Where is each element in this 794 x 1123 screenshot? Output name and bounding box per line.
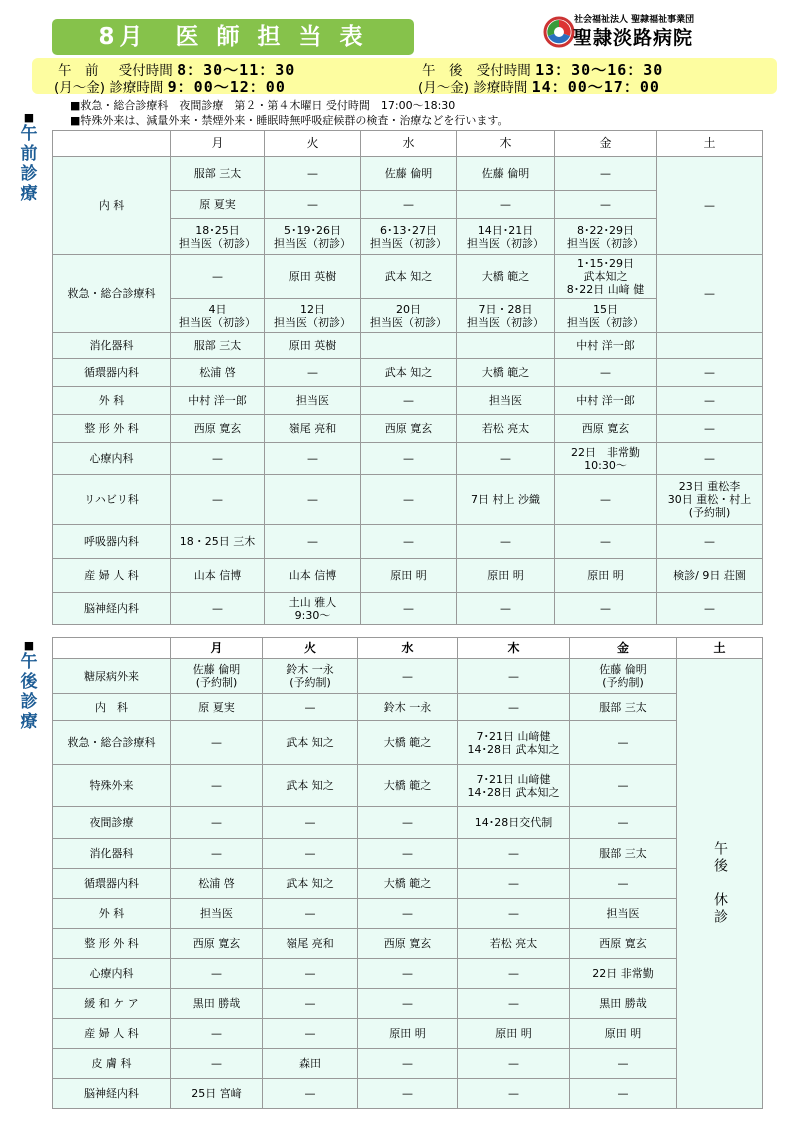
- am-section-label-text: 午 前 診 療: [20, 124, 38, 204]
- schedule-cell: 大橋 範之: [358, 869, 458, 899]
- pm-reception-label: 受付時間: [476, 63, 531, 79]
- schedule-cell: 松浦 啓: [171, 359, 265, 387]
- schedule-cell: —: [265, 191, 361, 219]
- schedule-cell: —: [361, 593, 457, 625]
- schedule-cell: —: [657, 415, 763, 443]
- square-bullet-icon: ■: [23, 111, 35, 124]
- schedule-cell: —: [263, 959, 358, 989]
- page-title: 8月 医 師 担 当 表: [98, 24, 368, 50]
- schedule-cell: —: [171, 765, 263, 807]
- am-days: (月〜金): [54, 80, 106, 96]
- table-row: [53, 694, 763, 721]
- department-cell: 整 形 外 科: [53, 415, 171, 443]
- schedule-cell: 黒田 勝哉: [171, 989, 263, 1019]
- pm-hours-line2: [418, 76, 660, 97]
- schedule-cell: 原田 英樹: [265, 255, 361, 299]
- schedule-cell: 7･21日 山﨑健 14･28日 武本知之: [458, 765, 570, 807]
- schedule-cell: 大橋 範之: [358, 721, 458, 765]
- schedule-cell: 佐藤 倫明: [361, 157, 457, 191]
- department-cell: 循環器内科: [53, 359, 171, 387]
- table-row: [53, 1019, 763, 1049]
- schedule-cell: 松浦 啓: [171, 869, 263, 899]
- department-cell: 心療内科: [53, 443, 171, 475]
- header-row: [53, 131, 763, 157]
- pm-schedule-table: [52, 637, 763, 1109]
- table-row: [53, 157, 763, 191]
- schedule-cell: [457, 333, 555, 359]
- schedule-cell: 土山 雅人 9:30〜: [265, 593, 361, 625]
- schedule-cell: 服部 三太: [171, 333, 265, 359]
- schedule-cell: [657, 333, 763, 359]
- schedule-cell: —: [361, 387, 457, 415]
- table-row: [53, 333, 763, 359]
- schedule-cell: 担当医: [171, 899, 263, 929]
- saturday-closed-cell: [677, 659, 763, 1109]
- organization-name: 社会福祉法人 聖隷福祉事業団: [574, 15, 695, 25]
- schedule-cell: 23日 重松李 30日 重松・村上 (予約制): [657, 475, 763, 525]
- note-special-clinic: ■特殊外来は、減量外来・禁煙外来・睡眠時無呼吸症候群の検査・治療などを行います。: [70, 114, 509, 127]
- schedule-cell: —: [265, 475, 361, 525]
- department-cell: 産 婦 人 科: [53, 559, 171, 593]
- schedule-cell: 原田 明: [457, 559, 555, 593]
- pm-section-label-text: 午 後 診 療: [20, 652, 38, 732]
- department-cell: 整 形 外 科: [53, 929, 171, 959]
- schedule-cell: —: [265, 157, 361, 191]
- schedule-cell: —: [263, 989, 358, 1019]
- schedule-cell: —: [570, 721, 677, 765]
- schedule-cell: —: [263, 899, 358, 929]
- table-row: [53, 387, 763, 415]
- schedule-cell: 西原 寛玄: [361, 415, 457, 443]
- department-cell: 緩 和 ケ ア: [53, 989, 171, 1019]
- am-clinic-label: 診療時間: [109, 80, 164, 96]
- schedule-cell: 7･21日 山﨑健 14･28日 武本知之: [458, 721, 570, 765]
- schedule-cell: 若松 亮太: [458, 929, 570, 959]
- schedule-cell: —: [458, 959, 570, 989]
- schedule-cell: —: [263, 694, 358, 721]
- hours-box: [32, 58, 777, 94]
- department-cell: 脳神経内科: [53, 593, 171, 625]
- schedule-cell: —: [171, 593, 265, 625]
- notes: [70, 98, 509, 128]
- schedule-cell: 8･22･29日 担当医（初診）: [555, 219, 657, 255]
- schedule-cell: —: [555, 593, 657, 625]
- department-cell: 脳神経内科: [53, 1079, 171, 1109]
- schedule-cell: —: [265, 525, 361, 559]
- day-header: 水: [361, 131, 457, 157]
- department-cell: 糖尿病外来: [53, 659, 171, 694]
- hospital-name: 聖隷淡路病院: [573, 27, 694, 49]
- header-row: [53, 638, 763, 659]
- schedule-cell: 原田 明: [570, 1019, 677, 1049]
- day-header: 木: [458, 638, 570, 659]
- schedule-cell: —: [361, 475, 457, 525]
- schedule-cell: 山本 信博: [265, 559, 361, 593]
- schedule-cell: 7日 村上 沙織: [457, 475, 555, 525]
- department-cell: 内 科: [53, 157, 171, 255]
- schedule-cell: 7日・28日 担当医（初診）: [457, 299, 555, 333]
- schedule-cell: —: [458, 899, 570, 929]
- schedule-cell: 服部 三太: [171, 157, 265, 191]
- schedule-cell: 大橋 範之: [457, 359, 555, 387]
- corner-cell: [53, 131, 171, 157]
- department-cell: 特殊外来: [53, 765, 171, 807]
- schedule-cell: 原田 明: [358, 1019, 458, 1049]
- schedule-cell: 服部 三太: [570, 839, 677, 869]
- schedule-cell: —: [555, 525, 657, 559]
- pm-label: 午 後: [422, 63, 463, 79]
- pm-clinic-time: 14：00〜17：00: [531, 78, 660, 96]
- department-cell: 外 科: [53, 899, 171, 929]
- schedule-cell: —: [263, 1019, 358, 1049]
- day-header: 土: [677, 638, 763, 659]
- schedule-cell: —: [570, 807, 677, 839]
- pm-section-label: [17, 640, 41, 732]
- table-row: [53, 721, 763, 765]
- schedule-cell: —: [457, 525, 555, 559]
- schedule-cell: —: [361, 525, 457, 559]
- schedule-cell: —: [263, 839, 358, 869]
- department-cell: 救急・総合診療科: [53, 721, 171, 765]
- schedule-cell: 5･19･26日 担当医（初診）: [265, 219, 361, 255]
- schedule-cell: 15日 担当医（初診）: [555, 299, 657, 333]
- schedule-cell: 武本 知之: [361, 359, 457, 387]
- schedule-cell: 原田 明: [458, 1019, 570, 1049]
- schedule-cell: —: [458, 1079, 570, 1109]
- table-row: [53, 807, 763, 839]
- schedule-cell: 武本 知之: [263, 869, 358, 899]
- square-bullet-icon: ■: [23, 639, 35, 652]
- schedule-cell: 20日 担当医（初診）: [361, 299, 457, 333]
- schedule-cell: 中村 洋一郎: [171, 387, 265, 415]
- day-header: 金: [570, 638, 677, 659]
- schedule-cell: —: [171, 1049, 263, 1079]
- table-row: [53, 839, 763, 869]
- afternoon-closed-label: 午後 休診: [712, 841, 728, 926]
- schedule-cell: —: [358, 659, 458, 694]
- schedule-cell: 中村 洋一郎: [555, 333, 657, 359]
- schedule-cell: —: [458, 989, 570, 1019]
- schedule-cell: —: [657, 525, 763, 559]
- schedule-cell: —: [171, 807, 263, 839]
- schedule-cell: —: [358, 899, 458, 929]
- am-reception-label: 受付時間: [118, 63, 173, 79]
- schedule-cell: 検診/ 9日 荘園: [657, 559, 763, 593]
- schedule-cell: 25日 宮﨑: [171, 1079, 263, 1109]
- table-row: [53, 1079, 763, 1109]
- am-section-label: [17, 112, 41, 204]
- table-row: [53, 659, 763, 694]
- schedule-cell: 鈴木 一永 (予約制): [263, 659, 358, 694]
- schedule-cell: —: [457, 593, 555, 625]
- schedule-cell: —: [458, 839, 570, 869]
- schedule-cell: 担当医: [265, 387, 361, 415]
- schedule-cell: 西原 寛玄: [171, 415, 265, 443]
- day-header: 月: [171, 131, 265, 157]
- day-header: 火: [265, 131, 361, 157]
- day-header: 火: [263, 638, 358, 659]
- schedule-cell: —: [265, 443, 361, 475]
- schedule-cell: 4日 担当医（初診）: [171, 299, 265, 333]
- table-row: [53, 359, 763, 387]
- schedule-cell: —: [457, 191, 555, 219]
- day-header: 水: [358, 638, 458, 659]
- schedule-cell: 原田 英樹: [265, 333, 361, 359]
- schedule-cell: 22日 非常勤: [570, 959, 677, 989]
- schedule-cell: 原 夏実: [171, 191, 265, 219]
- department-cell: 消化器科: [53, 333, 171, 359]
- department-cell: 夜間診療: [53, 807, 171, 839]
- schedule-cell: —: [263, 1079, 358, 1109]
- am-reception-time: 8：30〜11：30: [177, 61, 296, 79]
- table-row: [53, 765, 763, 807]
- department-cell: 循環器内科: [53, 869, 171, 899]
- schedule-cell: 西原 寛玄: [570, 929, 677, 959]
- schedule-cell: 12日 担当医（初診）: [265, 299, 361, 333]
- schedule-cell: —: [657, 387, 763, 415]
- schedule-cell: 1･15･29日 武本知之 8･22日 山﨑 健: [555, 255, 657, 299]
- day-header: 金: [555, 131, 657, 157]
- am-hours-line2: [54, 76, 286, 97]
- schedule-cell: —: [171, 1019, 263, 1049]
- schedule-cell: —: [171, 475, 265, 525]
- schedule-cell: 服部 三太: [570, 694, 677, 721]
- schedule-cell: [361, 333, 457, 359]
- title-banner: [52, 19, 414, 55]
- pm-days: (月〜金): [418, 80, 470, 96]
- schedule-cell: —: [570, 765, 677, 807]
- schedule-cell: 若松 亮太: [457, 415, 555, 443]
- schedule-cell: 黒田 勝哉: [570, 989, 677, 1019]
- schedule-cell: 14･28日交代制: [458, 807, 570, 839]
- schedule-cell: 6･13･27日 担当医（初診）: [361, 219, 457, 255]
- schedule-cell: 嶺尾 亮和: [265, 415, 361, 443]
- schedule-cell: —: [458, 659, 570, 694]
- schedule-cell: —: [458, 869, 570, 899]
- schedule-cell: —: [171, 443, 265, 475]
- table-row: [53, 415, 763, 443]
- schedule-cell: —: [555, 157, 657, 191]
- schedule-cell: —: [171, 959, 263, 989]
- corner-cell: [53, 638, 171, 659]
- table-row: [53, 593, 763, 625]
- note-night-clinic: ■救急・総合診療科 夜間診療 第２・第４木曜日 受付時間 17:00〜18:30: [70, 99, 456, 112]
- am-clinic-time: 9：00〜12：00: [167, 78, 286, 96]
- schedule-cell: 22日 非常勤 10:30〜: [555, 443, 657, 475]
- schedule-cell: 武本 知之: [361, 255, 457, 299]
- schedule-cell: —: [358, 839, 458, 869]
- am-schedule-table: [52, 130, 763, 625]
- day-header: 土: [657, 131, 763, 157]
- table-row: [53, 1049, 763, 1079]
- schedule-cell: 西原 寛玄: [555, 415, 657, 443]
- schedule-cell: —: [171, 721, 263, 765]
- schedule-cell: —: [263, 807, 358, 839]
- schedule-cell: —: [457, 443, 555, 475]
- schedule-cell: 18･25日 担当医（初診）: [171, 219, 265, 255]
- schedule-cell: —: [657, 593, 763, 625]
- department-cell: 呼吸器内科: [53, 525, 171, 559]
- schedule-cell: —: [657, 443, 763, 475]
- schedule-cell: 武本 知之: [263, 765, 358, 807]
- schedule-cell: —: [171, 839, 263, 869]
- department-cell: リハビリ科: [53, 475, 171, 525]
- schedule-cell: —: [358, 959, 458, 989]
- department-cell: 消化器科: [53, 839, 171, 869]
- schedule-cell: 14日･21日 担当医（初診）: [457, 219, 555, 255]
- schedule-cell: —: [555, 191, 657, 219]
- schedule-cell: 佐藤 倫明 (予約制): [570, 659, 677, 694]
- schedule-cell: 18・25日 三木: [171, 525, 265, 559]
- schedule-cell: 大橋 範之: [358, 765, 458, 807]
- table-row: [53, 989, 763, 1019]
- table-row: [53, 255, 763, 299]
- schedule-cell: —: [570, 1079, 677, 1109]
- table-row: [53, 443, 763, 475]
- department-cell: 内 科: [53, 694, 171, 721]
- schedule-cell: 担当医: [570, 899, 677, 929]
- schedule-cell: —: [358, 989, 458, 1019]
- schedule-cell: —: [657, 255, 763, 333]
- table-row: [53, 525, 763, 559]
- schedule-cell: —: [570, 869, 677, 899]
- table-row: [53, 929, 763, 959]
- table-row: [53, 899, 763, 929]
- schedule-cell: —: [555, 475, 657, 525]
- schedule-cell: —: [265, 359, 361, 387]
- schedule-cell: —: [361, 443, 457, 475]
- table-row: [53, 869, 763, 899]
- schedule-cell: 山本 信博: [171, 559, 265, 593]
- department-cell: 外 科: [53, 387, 171, 415]
- schedule-cell: 鈴木 一永: [358, 694, 458, 721]
- schedule-cell: —: [458, 694, 570, 721]
- pm-reception-time: 13：30〜16：30: [535, 61, 664, 79]
- department-cell: 心療内科: [53, 959, 171, 989]
- hospital-logo-icon: [543, 16, 575, 48]
- schedule-cell: 佐藤 倫明: [457, 157, 555, 191]
- table-row: [53, 475, 763, 525]
- department-cell: 皮 膚 科: [53, 1049, 171, 1079]
- table-row: [53, 559, 763, 593]
- schedule-cell: —: [555, 359, 657, 387]
- schedule-cell: —: [358, 1079, 458, 1109]
- schedule-cell: —: [358, 807, 458, 839]
- schedule-cell: 武本 知之: [263, 721, 358, 765]
- pm-clinic-label: 診療時間: [473, 80, 528, 96]
- schedule-cell: 担当医: [457, 387, 555, 415]
- schedule-cell: —: [361, 191, 457, 219]
- schedule-cell: 原田 明: [555, 559, 657, 593]
- am-label: 午 前: [58, 63, 99, 79]
- schedule-cell: 森田: [263, 1049, 358, 1079]
- day-header: 木: [457, 131, 555, 157]
- schedule-cell: 嶺尾 亮和: [263, 929, 358, 959]
- schedule-cell: 西原 寛玄: [171, 929, 263, 959]
- schedule-cell: —: [171, 255, 265, 299]
- schedule-cell: —: [657, 359, 763, 387]
- schedule-cell: 西原 寛玄: [358, 929, 458, 959]
- day-header: 月: [171, 638, 263, 659]
- schedule-cell: —: [657, 157, 763, 255]
- schedule-cell: —: [570, 1049, 677, 1079]
- department-cell: 救急・総合診療科: [53, 255, 171, 333]
- schedule-cell: 原 夏実: [171, 694, 263, 721]
- department-cell: 産 婦 人 科: [53, 1019, 171, 1049]
- schedule-cell: 原田 明: [361, 559, 457, 593]
- schedule-cell: 中村 洋一郎: [555, 387, 657, 415]
- schedule-cell: 佐藤 倫明 (予約制): [171, 659, 263, 694]
- table-row: [53, 959, 763, 989]
- schedule-cell: 大橋 範之: [457, 255, 555, 299]
- schedule-cell: —: [458, 1049, 570, 1079]
- schedule-cell: —: [358, 1049, 458, 1079]
